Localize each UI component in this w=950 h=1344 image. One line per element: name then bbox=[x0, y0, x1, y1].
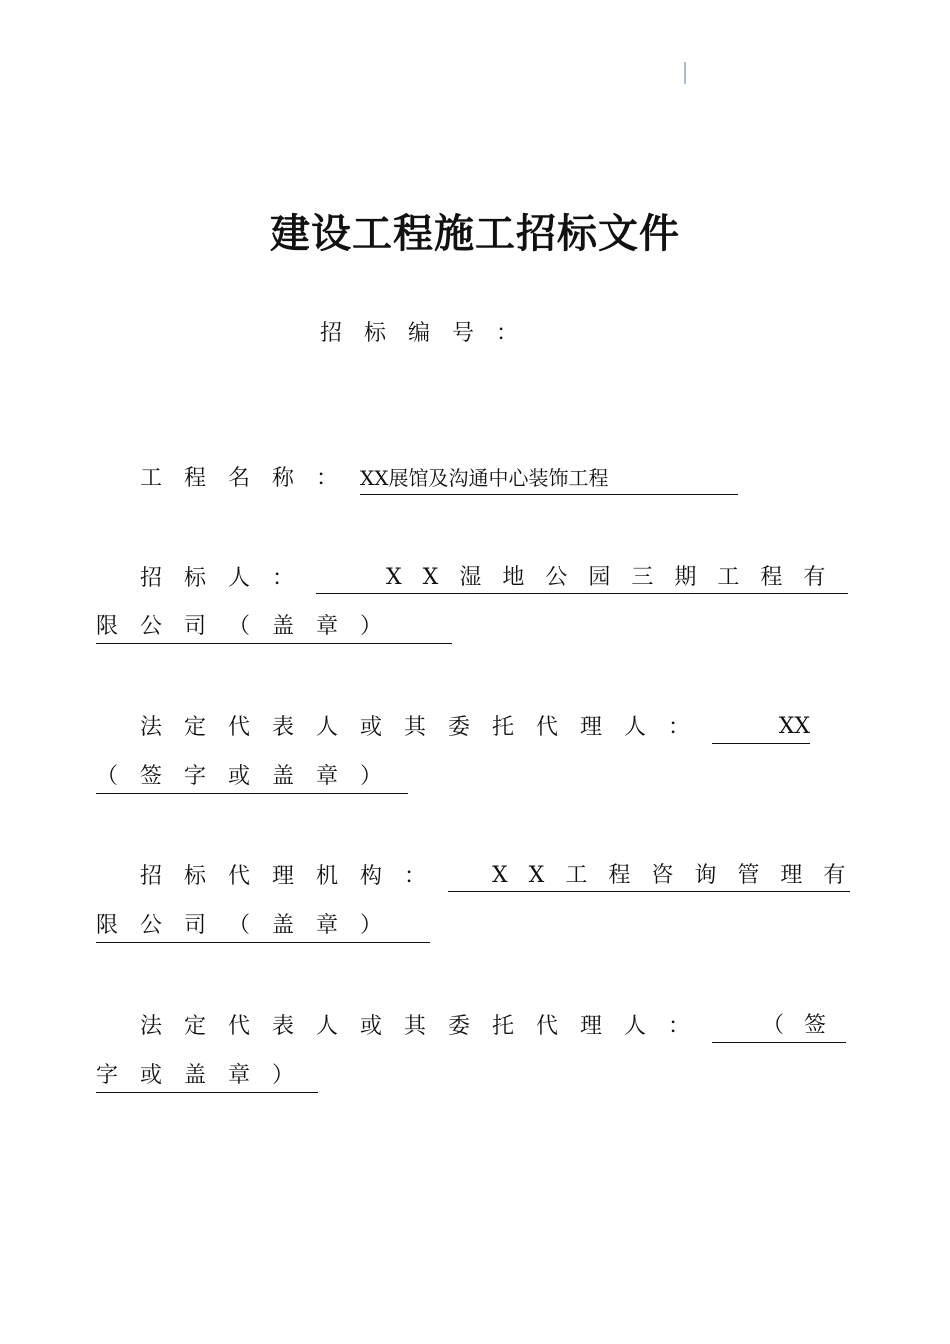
project-name-value: XX展馆及沟通中心装饰工程 bbox=[360, 464, 738, 495]
tenderer-value-line2: 限公司（盖章） bbox=[96, 613, 452, 644]
tenderer-value-line1: XX湿地公园三期工程有 bbox=[316, 564, 848, 594]
tenderer-label: 招标人： bbox=[140, 566, 317, 591]
legal-rep1-value-line1: XX bbox=[712, 713, 810, 744]
legal-rep2-row-2 bbox=[96, 1062, 318, 1092]
document-title: 建设工程施工招标文件 bbox=[270, 211, 680, 257]
project-name-label: 工程名称： bbox=[140, 466, 361, 491]
agency-row bbox=[140, 862, 867, 892]
legal-rep2-value-line2: 字或盖章） bbox=[96, 1062, 318, 1093]
tenderer-row-2 bbox=[96, 613, 452, 643]
bid-number-label: 招标编号： bbox=[320, 321, 541, 346]
legal-rep2-value-line1: （签 bbox=[712, 1012, 846, 1043]
legal-rep2-label: 法定代表人或其委托代理人： bbox=[140, 1014, 713, 1039]
text-cursor-mark bbox=[684, 62, 686, 84]
project-name-row bbox=[140, 464, 738, 494]
agency-value-line1: XX工程咨询管理有 bbox=[448, 862, 850, 892]
agency-row-2 bbox=[96, 912, 430, 942]
legal-rep1-label: 法定代表人或其委托代理人： bbox=[140, 715, 713, 740]
agency-value-line2: 限公司（盖章） bbox=[96, 912, 430, 943]
legal-rep1-row bbox=[140, 713, 810, 743]
legal-rep1-row-2 bbox=[96, 763, 408, 793]
tenderer-row bbox=[140, 564, 848, 594]
legal-rep2-row bbox=[140, 1012, 846, 1042]
legal-rep1-value-line2: （签字或盖章） bbox=[96, 763, 408, 794]
agency-label: 招标代理机构： bbox=[140, 864, 449, 889]
